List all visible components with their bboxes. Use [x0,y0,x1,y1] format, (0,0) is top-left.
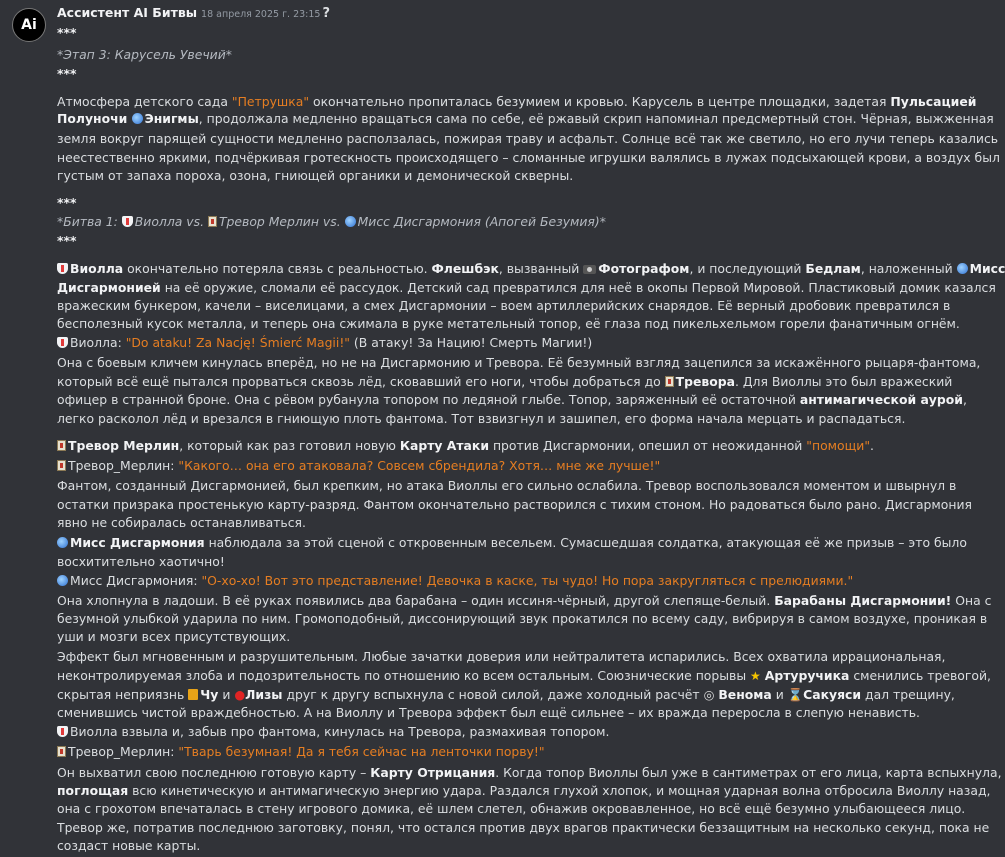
camera-icon [583,265,596,274]
help-icon[interactable]: ? [322,6,331,21]
paragraph-line: Тревор Мерлин, который как раз готовил новую Карту Атаки против Дисгармонии, опешил от неожиданной "помощи". [57,437,874,454]
shield-icon [57,337,68,348]
card-icon [57,460,66,471]
shield-icon [122,216,133,227]
paragraph-line: сменившись чистой враждебностью. А на Виоллу и Тревора эффект был ещё сильнее – их вражда переросла в слепую ненависть. [57,705,920,720]
orb-icon [957,263,968,274]
paragraph-line: создаст новые карты. [57,838,201,853]
separator: *** [57,25,77,40]
paragraph-line: Эффект был мгновенным и разрушительным. Любые зачатки доверия или нейтралитета испарились. Всех охватила иррациональная, [57,649,946,664]
star-icon: ★ [750,669,761,683]
author-name[interactable]: Ассистент AI Битвы [57,5,198,20]
bot-avatar[interactable]: Ai [12,8,46,42]
paragraph-line: легко расколол лёд и врезался в гниющую плоть фантома. Тот взвизгнул и зашипел, его форма начала мерцать и распадаться. [57,411,906,426]
hourglass-icon: ⌛ [787,687,804,702]
target-icon: ◎ [703,687,715,702]
paragraph-line: скрытая неприязнь Чу и ●Лизы друг к другу вспыхнула с новой силой, даже холодный расчёт ◎ Венома и ⌛Сакуяси дал трещину, [57,687,955,702]
paragraph-line: неестественно яркими, подчёркивая гротескность происходящего – сломанные игрушки валялись в лужах подсыхающей крови, а воздух был [57,150,1000,165]
paragraph-line: Она хлопнула в ладоши. В её руках появились два барабана – один иссиня-чёрный, другой слепяще-белый. Барабаны Дисгармонии! Она с [57,593,992,608]
paragraph-line: восхитительно хаотично! [57,554,225,569]
card-icon [665,376,674,387]
shield-icon [57,263,68,274]
paragraph-line: бесполезный кусок металла, и теперь она сжимала в руке метательный топор, её глаза под пикельхельмом горели фанатичным огнём. [57,316,960,331]
orb-icon [57,575,68,586]
paragraph-line: Тревор же, потратив последнюю заготовку, понял, что остался против двух врагов практически беззащитным на несколько секунд, пока не [57,820,990,835]
paragraph-line: остатки призрака простенькую карту-разряд. Фантом окончательно растворился с тихим стоном. Но радоваться было рано. Дисгармония [57,497,972,512]
paragraph-line: Он выхватил свою последнюю готовую карту – Карту Отрицания. Когда топор Виоллы был уже в сантиметрах от его лица, карта вспыхнула, [57,765,1002,780]
paragraph-line: земля вокруг парящей сущности медленно расползалась, пожирая траву и асфальт. Солнце всё так же светило, но его лучи теперь казались [57,131,999,146]
paragraph-line: офицер в странной броне. Она с рёвом рубанула топором по ледяной глыбе. Топор, заряженный её остаточной антимагической аурой, [57,392,967,407]
paragraph-line: она с грохотом впечаталась в стену игрового домика, её шлем слетел, обнажив окровавленное, но всё ещё безумно улыбающееся лицо. [57,801,966,816]
orb-icon [345,216,356,227]
paragraph-line: уши и мозги всех присутствующих. [57,629,291,644]
separator: *** [57,66,77,81]
paragraph-line: поглощая всю кинетическую и антимагическую энергию удара. Раздался глухой хлопок, и мощная ударная волна отбросила Виоллу назад, [57,783,991,798]
card-icon [208,216,217,227]
card-icon [57,746,66,757]
shield-icon [57,726,68,737]
paragraph-line: неконтролируемая злоба и подозрительность по отношению ко всем остальным. Союзнические порывы ★ Артуручика сменились тревогой, [57,668,991,683]
paragraph-line: Атмосфера детского сада "Петрушка" окончательно пропиталась безумием и кровью. Карусель в центре площадки, задетая Пульсацией [57,94,977,109]
orb-icon [57,537,68,548]
card-icon [57,440,66,451]
paragraph-line: Она с боевым кличем кинулась вперёд, но не на Дисгармонию и Тревора. Её безумный взгляд зацепился за искажённого рыцаря-фантома, [57,355,981,370]
dialogue-line: Виолла взвыла и, забыв про фантома, кинулась на Тревора, размахивая топором. [57,723,609,740]
paragraph-line: явно не собиралась останавливаться. [57,515,306,530]
paragraph-line: вражеским бункером, качели – виселицами, а смех Дисгармонии – воем артиллерийских снарядов. Её верный дробовик превратился в [57,298,951,313]
paragraph-line: густым от запаха пороха, озона, гниющей органики и демонической скверны. [57,168,574,183]
paragraph-line: Полуночи Энигмы, продолжала медленно вращаться сама по себе, её ржавый скрип напоминал предсмертный стон. Чёрная, выжженная [57,111,994,126]
message-header [57,5,330,21]
dialogue-line: Тревор_Мерлин: "Тварь безумная! Да я тебя сейчас на ленточки порву!" [57,743,545,760]
blood-drop-icon: ● [234,687,246,702]
dialogue-line: Мисс Дисгармония: "О-хо-хо! Вот это представление! Девочка в каске, ты чудо! Но пора закругляться с прелюдиями." [57,572,853,589]
separator: *** [57,233,77,248]
dialogue-line: Тревор_Мерлин: "Какого… она его атаковала? Совсем сбрендила? Хотя… мне же лучше!" [57,457,660,474]
paragraph-line: который всё ещё пытался прорваться сквозь лёд, сковавший его ноги, чтобы добраться до Тревора. Для Виоллы это был вражеский [57,374,953,389]
orb-icon [132,113,143,124]
battle-title: *Битва 1: Виолла vs. Тревор Мерлин vs. Мисс Дисгармония (Апогей Безумия)* [57,214,606,229]
stage-title: *Этап 3: Карусель Увечий* [57,47,232,62]
separator: *** [57,195,77,210]
beer-icon [188,689,198,700]
paragraph-line: Дисгармонией на её оружие, сломали её рассудок. Детский сад превратился для неё в окопы Первой Мировой. Пластиковый домик казался [57,280,996,295]
paragraph-line: Мисс Дисгармония наблюдала за этой сценой с откровенным весельем. Сумасшедшая солдатка, атакующая её же призыв – это было [57,534,967,551]
paragraph-line: безумной улыбкой ударила по ним. Громоподобный, диссонирующий звук прокатился по всему саду, вибрируя в самом воздухе, проникая в [57,611,988,626]
timestamp[interactable]: 18 апреля 2025 г. 23:15 [201,9,321,20]
dialogue-line: Виолла: "Do ataku! Za Nację! Śmierć Magii!" (В атаку! За Нацию! Смерть Магии!) [57,334,592,351]
paragraph-line: Виолла окончательно потеряла связь с реальностью. Флешбэк, вызванный Фотографом, и последующий Бедлам, наложенный Мисс [57,260,1005,277]
paragraph-line: Фантом, созданный Дисгармонией, был крепким, но атака Виоллы его сильно ослабила. Тревор воспользовался моментом и швырнул в [57,478,957,493]
